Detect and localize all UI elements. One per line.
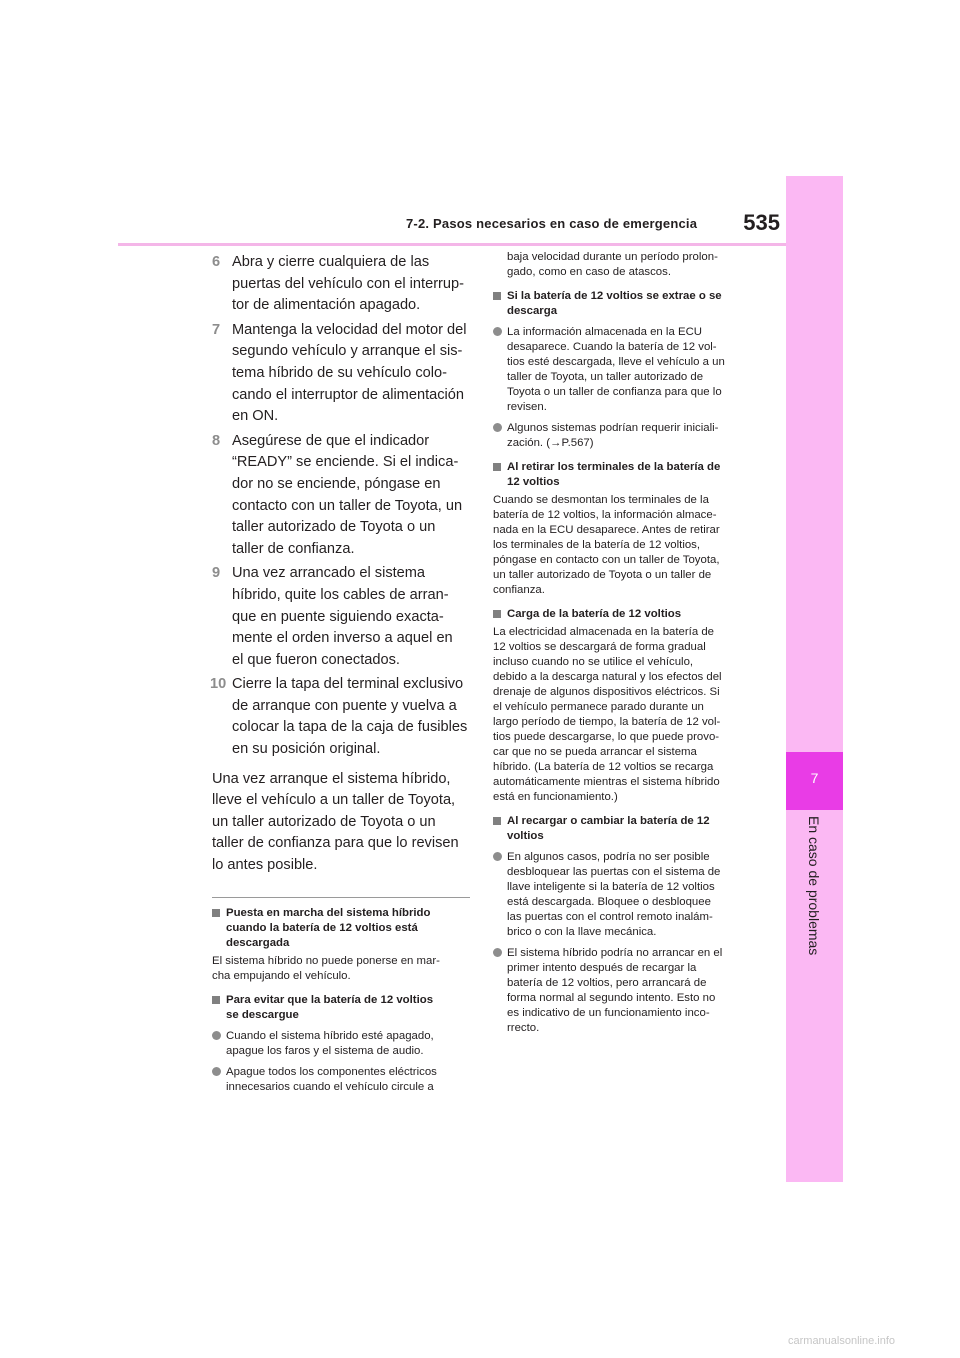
note-heading-removing-terminals [493,460,755,490]
text-line: las puertas con el control remoto inalám- [507,911,713,923]
footer-watermark: carmanualsonline.info [788,1335,896,1347]
text-line: Asegúrese de que el indicador [232,432,430,449]
text-line: Toyota o un taller de confianza para que lo [507,386,722,398]
text-line: híbrido. (La batería de 12 voltios se recarga [493,761,714,773]
bullet-item [212,1029,470,1059]
text-line: La electricidad almacenada en la batería de [493,626,714,638]
text-line: un taller autorizado de Toyota o un taller de [493,569,712,581]
note-text-removing-terminals [493,493,755,598]
note-heading-recharge-replace [493,814,755,844]
procedure-step [212,431,470,561]
step-number: 9 [212,565,221,582]
step-text [232,320,470,428]
text-line: se descargue [226,1008,299,1021]
text-line: los terminales de la batería de 12 voltios, [493,539,701,551]
text-line: es indicativo de un funcionamiento inco- [507,1007,710,1019]
note-heading-battery-charge [493,607,755,622]
closing-paragraph [212,769,470,877]
text-line: taller de confianza para que lo revisen [212,835,459,852]
procedure-step [212,320,470,428]
bullet-item [212,1065,470,1095]
text-line: car que no se pueda arrancar el sistema [493,746,697,758]
text-line: que en puente siguiendo exacta- [232,608,444,625]
step-number: 8 [212,432,221,449]
text-line: dor no se enciende, póngase en [232,475,441,492]
chapter-side-tab [786,176,843,1182]
text-line: está descargada. Bloquee o desbloquee [507,896,711,908]
text-line: tema híbrido de su vehículo colo- [232,364,447,381]
text-line: taller de Toyota, un taller autorizado de [507,371,704,383]
text-line: cando el interruptor de alimentación [232,386,465,403]
text-line: baja velocidad durante un período prolon- [507,251,718,263]
step-text [232,431,470,561]
note-heading-battery-removed [493,289,755,319]
text-line: “READY” se enciende. Si el indica- [232,454,459,471]
section-title: 7-2. Pasos necesarios en caso de emergencia [406,216,698,231]
text-line: Mantenga la velocidad del motor del [232,321,467,338]
text-line: Cuando se desmontan los terminales de la [493,494,709,506]
text-line: En algunos casos, podría no ser posible [507,851,710,863]
text-line: taller de confianza. [232,540,355,557]
text-line: nada en la ECU desaparece. Antes de retirar [493,524,720,536]
text-line: lo antes posible. [212,857,318,874]
text-line: Cuando el sistema híbrido esté apagado, [226,1029,434,1042]
text-line: forma normal al segundo intento. Esto no [507,992,716,1004]
text-line: un taller autorizado de Toyota o un [212,813,436,830]
text-line: incluso cuando no se utilice el vehículo, [493,656,694,668]
text-line: segundo vehículo y arranque el sis- [232,343,463,360]
text-line: Al retirar los terminales de la batería de [507,461,721,473]
chapter-number: 7 [810,770,819,786]
text-line: en ON. [232,408,279,425]
step-text [232,252,470,317]
text-line: híbrido, quite los cables de arran- [232,586,449,603]
text-line: cha empujando el vehículo. [212,969,351,982]
text-line: 12 voltios se descargará de forma gradual [493,641,706,653]
text-line: Una vez arrancado el sistema [232,565,426,582]
text-line: colocar la tapa de la caja de fusibles [232,719,468,736]
note-text-battery-charge [493,625,755,805]
bullet-continuation [493,250,755,280]
text-line: contacto con un taller de Toyota, un [232,497,463,514]
text-line: el vehículo permanece parado durante un [493,701,704,713]
chapter-label: En caso de problemas [806,816,822,956]
text-line: de arranque con puente y vuelva a [232,697,457,714]
step-number: 6 [212,254,221,270]
notes-divider [212,897,470,898]
text-line: Apague todos los componentes eléctricos [226,1065,437,1078]
text-line: cuando la batería de 12 voltios está [226,921,418,934]
note-text-push-start [212,954,470,984]
text-line: batería de 12 voltios, la información almace- [493,509,717,521]
text-line: llave inteligente si la batería de 12 voltios [507,881,715,893]
note-heading-push-start [212,906,470,951]
text-line: Para evitar que la batería de 12 voltios [226,993,434,1006]
bullet-item [493,421,755,451]
text-line: largo período de tiempo, la batería de 12 vol- [493,716,721,728]
text-line: taller autorizado de Toyota o un [232,519,436,536]
step-number: 10 [210,676,227,693]
text-line: mente el orden inverso a aquel en [232,630,453,647]
text-line: desaparece. Cuando la batería de 12 vol- [507,341,717,353]
text-line: batería de 12 voltios, pero arrancará de [507,977,707,989]
text-line: apague los faros y el sistema de audio. [226,1044,424,1057]
text-line: desbloquear las puertas con el sistema de [507,866,721,878]
note-heading-prevent-discharge [212,993,470,1023]
text-line: Carga de la batería de 12 voltios [507,608,682,620]
text-line: descarga [507,305,558,317]
text-line: Al recargar o cambiar la batería de 12 [507,815,710,827]
bullet-item [493,946,755,1036]
text-line: confianza. [493,584,545,596]
text-line: Abra y cierre cualquiera de las [232,254,430,270]
text-line: gado, como en caso de atascos. [507,266,672,278]
text-line: rrecto. [507,1022,540,1034]
procedure-step [212,252,470,317]
text-line: tios puede descargarse, lo que puede provo- [493,731,720,743]
text-line: 12 voltios [507,476,560,488]
text-line: en su posición original. [232,741,381,758]
bullet-item [493,850,755,940]
text-line: póngase en contacto con un taller de Toyota, [493,554,720,566]
procedure-steps [212,252,470,761]
left-column [212,252,470,1095]
step-text [232,563,470,671]
text-line: automáticamente mientras el sistema híbrido [493,776,720,788]
text-line: el que fueron conectados. [232,651,400,668]
text-line: Algunos sistemas podrían requerir iniciali- [507,422,719,434]
procedure-step [212,674,470,760]
text-line: Una vez arranque el sistema híbrido, [212,770,451,787]
right-column [493,250,755,1036]
step-number: 7 [212,321,221,338]
text-line: voltios [507,830,544,842]
text-line: innecesarios cuando el vehículo circule a [226,1080,434,1093]
header-rule [118,243,786,246]
page-number: 535 [743,210,780,235]
text-line: revisen. [507,401,547,413]
text-line: puertas del vehículo con el interrup- [232,275,465,292]
text-line: zación. (→P.567) [507,437,594,449]
step-text [232,674,470,760]
text-line: Si la batería de 12 voltios se extrae o se [507,290,722,302]
procedure-step [212,563,470,671]
bullet-item [493,325,755,415]
text-line: Puesta en marcha del sistema híbrido [226,906,431,919]
text-line: lleve el vehículo a un taller de Toyota, [212,792,456,809]
text-line: tios esté descargada, lleve el vehículo a un [507,356,725,368]
text-line: tor de alimentación apagado. [232,297,421,314]
text-line: Cierre la tapa del terminal exclusivo [232,676,464,693]
text-line: debido a la descarga natural y los efectos del [493,671,722,683]
text-line: brico o con la llave mecánica. [507,926,657,938]
text-line: El sistema híbrido no puede ponerse en mar- [212,954,440,967]
text-line: primer intento después de recargar la [507,962,697,974]
text-line: La información almacenada en la ECU [507,326,703,338]
text-line: descargada [226,936,290,949]
text-line: El sistema híbrido podría no arrancar en el [507,947,723,959]
text-line: está en funcionamiento.) [493,791,618,803]
text-line: drenaje de algunos dispositivos eléctricos. Si [493,686,720,698]
